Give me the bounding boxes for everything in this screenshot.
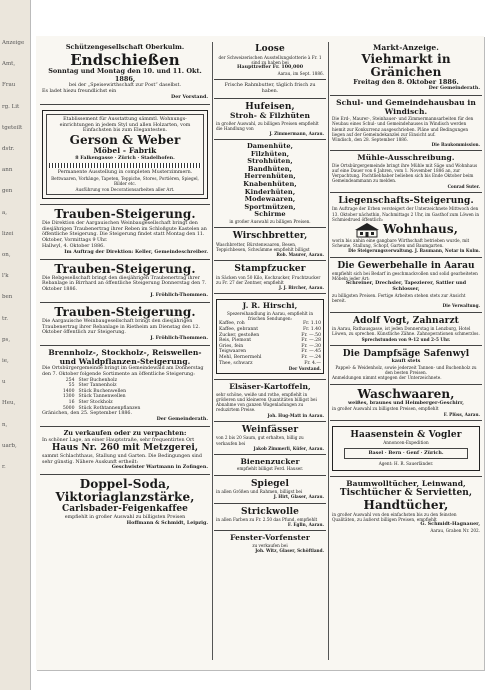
newspaper-page [36, 36, 484, 670]
ad-text: Frische Rahmbutter, täglich frisch zu haben. [224, 82, 316, 94]
ad-signature: J. Fröhlich-Thommen. [150, 292, 208, 299]
ad-muehle [330, 152, 482, 193]
ad-text: Spezereihandlung in Aarau, empfiehlt in frischen Sendungen: [226, 310, 314, 322]
margin-text: tgeteilt [2, 124, 23, 131]
ad-date: Gränichen, den 25. September 1886. [42, 411, 133, 417]
ad-title: Spiegel [250, 478, 290, 489]
list-item: Schirme [254, 210, 286, 219]
item-cell: Stück Rothtannenpflanzen [78, 405, 141, 411]
column-rule [212, 42, 213, 660]
ad-text: In schöner Lage, an einer Hauptstraße, sehr frequentirten Ort [42, 437, 195, 443]
ad-text: Pappel- & Weidenholz, sowie jederzeit Tannen- und Buchenholz zu den besten Preisen. [335, 365, 477, 376]
ad-text: in großer Auswahl von den einfachsten bis zu den feinsten Qualitäten, zu äußerst billigen Preisen, empfiehlt [332, 511, 457, 522]
ad-title: Bienenzucker [240, 456, 300, 466]
margin-text: n, [2, 421, 8, 428]
column-right [330, 42, 482, 660]
price-cell: Fr. 1.10 [302, 321, 321, 327]
ad-title: Mühle-Ausschreibung. [357, 153, 455, 163]
ad-title: Fenster-Vorfenster [230, 533, 310, 543]
ad-baumwolltuecher [330, 478, 482, 536]
ad-signature: Der Gemeinderath. [156, 415, 208, 422]
margin-text: l'k [2, 273, 9, 280]
list-item: Filzhüten, [250, 149, 290, 158]
ad-headline: Haus Nr. 260 mit Metzgerei, [51, 443, 199, 454]
item-cell: Kaffee, roh [219, 321, 245, 327]
ad-text: Die Direktion der Aargauischen Weinbaugesellschaft bringt den diesjährigen Traubenertrag ihrer Reben im Schloßgute Kastelen an öffentliche Steigerung. Die Steigerung findet statt Montag den 11. Oktober, Vormittags 9 Uhr. [42, 220, 207, 244]
ad-title: Brennholz-, Stockholz-, Reiswellen- und Waldpflanzen-Steigerung. [48, 348, 202, 366]
quantity-cell: 1400 [62, 388, 75, 394]
margin-text: Amt, [2, 61, 16, 68]
margin-text: lizei [2, 230, 14, 237]
ad-title: Stampfzucker [234, 264, 306, 275]
ad-signature: F. Plüss, Aarau. [443, 411, 480, 417]
ad-title: Zu verkaufen oder zu verpachten: [63, 428, 187, 437]
ad-text: Sprechstunden von 9–12 und 2–5 Uhr. [361, 336, 451, 342]
margin-text: rg. Lit [2, 103, 20, 110]
item-cell: Gries, fein [219, 343, 244, 349]
ad-title: Strickwolle [241, 506, 299, 517]
ad-title: Waschwaaren, [357, 386, 455, 401]
ad-headline: Haupttreffer Fr. 100,000 [236, 63, 304, 70]
ad-lose [214, 42, 326, 80]
price-cell: Fr. 1.40 [302, 326, 321, 332]
margin-text: r. [2, 464, 6, 471]
ad-text: sammt Schlachthaus, Stallung und Garten. Die Bedingungen sind sehr günstig. Nähere Auskunft ertheilt: [42, 453, 202, 465]
quantity-cell: 5000 [62, 405, 75, 411]
ad-title: Baumwolltücher, Leinwand, [346, 478, 466, 488]
column-rule [328, 42, 329, 660]
item-cell: Stück Tannenwellen [78, 394, 126, 400]
list-item: Modewaaren, [244, 195, 296, 204]
ad-headline: Doppel-Soda, [79, 477, 171, 492]
ad-dampfsaege [330, 347, 482, 385]
company-address: 8 Falkengasse · Zürich · Stadelhofen. [75, 154, 175, 161]
ad-title: Elsäser-Kartoffeln, [229, 382, 311, 392]
price-cell: Fr. 4.— [304, 360, 321, 366]
ad-signature: Der Vorstand. [171, 93, 208, 100]
ad-wirschbretter [214, 229, 326, 261]
ad-frische [214, 81, 326, 99]
ad-headline: Stroh- & Filzhüten [229, 111, 311, 120]
company-name: J. R. Hirschi, [242, 301, 298, 311]
margin-text: tr. [2, 315, 8, 322]
ad-signature: Conrad Suter. [447, 183, 480, 189]
quantity-cell: 16 [68, 400, 75, 405]
company-address: Aarau, Graben Nr. 202. [430, 527, 480, 533]
ad-hirschi [214, 295, 326, 380]
list-item: Strohhüten, [247, 157, 293, 166]
ad-signature: Die Steigerungsverwaltung. J. Baumann, Notar in Kulm. [348, 248, 480, 254]
ad-signature: Geschwister Wartmann in Zofingen. [111, 464, 208, 471]
price-cell: Fr. —.28 [301, 338, 321, 344]
margin-text: on, [2, 252, 11, 259]
ad-markt [330, 42, 482, 96]
ad-title: Trauben-Steigerung. [54, 261, 196, 276]
ad-text: Im Auftrage der Erben versteigert der Unterzeichnete Mittwoch den 13. Oktober nächsthin, Nachmittags 2 Uhr, im Gasthof zum Löwen in Schmiedrued öffentlich: [332, 206, 480, 222]
ad-text: Die Rebgesellschaft bringt den diesjährigen Traubenertrag ihrer Rebanlage in Birrhard an öffentliche Steigerung Donnerstag den 7. Oktober 1886. [42, 275, 207, 293]
ad-signature: Die Baukommission. [431, 142, 480, 148]
margin-text: ben [2, 294, 13, 301]
item-cell: Ster Tannenholz [78, 383, 117, 389]
ad-signature: Der Gemeinderath. [428, 85, 480, 92]
ad-hufeisen [214, 100, 326, 141]
ad-title: Weinfässer [241, 424, 299, 435]
ad-title: Markt-Anzeige. [372, 43, 440, 52]
ad-text: empfiehlt sich bei Bedarf in geschmackvollen und solid gearbeiteten Möbeln jeder Art: [332, 271, 478, 282]
ad-text: Die Ortsbürgergemeinde bringt ihre Mühle mit Säge und Wohnhaus auf eine Dauer von 6 Jahren, vom 1. November 1886 an, zur Verpachtung. Pachtliebhaber belieben sich bis Ende Oktober beim Gemeindeammann zu melden. [332, 162, 478, 184]
ad-title: Loose [255, 44, 285, 54]
ad-headline: Carlsbader-Feigenkaffee [61, 504, 188, 515]
ad-text: Die Erd-, Maurer-, Steinhauer- und Zimmermannsarbeiten für den Neubau eines Schul- und Gemeindehauses in Windisch werden hiemit zur Konkurrenz ausgeschrieben. Pläne und Bedingungen liegen auf der Gemeindekanzlei zur Einsicht auf. [332, 116, 474, 137]
ad-date: Hallwyl, 4. Oktober 1886. [42, 244, 105, 250]
ad-text: bei der „Speisewirthschaft zur Post“ daselbst. [69, 83, 181, 89]
ad-text: zu billigsten Preisen. Fertige Arbeiten stehen stets zur Ansicht bereit. [332, 293, 466, 304]
item-cell: Mehl, Bernermehl [219, 354, 262, 360]
margin-text: uarb, [2, 442, 17, 449]
ad-strickwolle [214, 505, 326, 532]
ad-trauben-1 [40, 206, 210, 260]
company-address: Basel · Bern · Genf · Zürich. [344, 448, 468, 460]
ad-text: Die Ortsbürgergemeinde bringt im Gemeindewald am Donnerstag den 7. Oktober folgende Sortimente an öffentliche Steigerung: [42, 366, 204, 377]
ad-text: in Säcken von 50 Kilo, Kochzucker, Fruchtzucker zu Fr. 27 der Zentner, empfiehlt [216, 274, 321, 286]
ad-text: in großer Auswahl zu billigen Preisen. [229, 219, 311, 225]
margin-text: Heu, [2, 400, 16, 407]
margin-text: ps, [2, 336, 11, 343]
ad-elsaesser [214, 381, 326, 422]
item-cell: Stück Buchenwellen [78, 388, 127, 394]
ad-bienenzucker [214, 456, 326, 476]
ad-text: Etablissement für Ausstattung sämmtl. Wohnungs-einrichtungen in jedem Styl und allen Holzarten, vom Einfachsten bis zum Elegantesten. [59, 116, 191, 134]
ad-text: in allen Größen und Rahmen, billigst bei [216, 489, 303, 495]
ad-headline: Schreiner, Drechsler, Tapezierer, Sattler und Schlosser, [345, 280, 467, 293]
margin-text: Anzeige [2, 40, 25, 46]
ad-signature: Rob. Maurer, Aarau. [276, 252, 324, 258]
ad-text: der Schweizerischen Ausstellungslotterie à Fr. 1 sind zu haben bei [218, 54, 322, 65]
item-cell: Kaffee, gebrannt [219, 326, 259, 332]
ad-text: sehr schöne, weiße und rothe, empfiehlt in größeren und kleineren Quantitäten billigst bei Abnahme von ganzen Wagenladungen zu reduzirtem Preise. [216, 391, 317, 413]
ad-signature: Aarau, im Sept. 1886. [277, 70, 324, 76]
ad-liegenschaft [330, 194, 482, 258]
ad-text: empfiehlt billigst Ferd. Hauser. [236, 466, 304, 472]
ad-title: Endschießen [70, 50, 180, 69]
ad-text: zu verkaufen bei [252, 542, 288, 548]
ad-signature: G. Schmidt-Hagnauer, [420, 520, 480, 527]
margin-text: u [2, 379, 6, 386]
ad-headline: Tischtücher & Servietten, [339, 488, 473, 499]
ad-signature: Jakob Zimmerli, Küfer, Aarau. [253, 445, 324, 451]
price-cell: Fr. —.30 [301, 343, 321, 349]
ad-title: Trauben-Steigerung. [54, 304, 196, 319]
column-left [40, 42, 210, 660]
ad-text: in Aarau, Rathausgasse, ist jeden Donnerstag in Lenzburg, Hotel Löwen, zu sprechen. Künstliche Zähne. Zahnoperationen schmerzlos. [332, 326, 480, 337]
ad-headline: Wohnhaus, [382, 222, 458, 237]
ad-headline: Viehmarkt in Gränichen [361, 51, 451, 79]
ad-text: in großer Auswahl zu billigsten Preisen, empfiehlt [332, 406, 439, 412]
company-trade: Annoncen-Expedition [383, 440, 429, 446]
ad-text: in großer Auswahl, zu billigen Preisen empfiehlt die Handlung von [216, 120, 319, 131]
ad-text: Permanente Ausstellung in completen Musterzimmern. [57, 170, 193, 176]
ad-headline: Viktoriaglanzstärke, [55, 490, 195, 505]
ad-title: Hufeisen, [245, 101, 295, 112]
ad-brennholz [40, 347, 210, 427]
ad-signature: Hoffmann & Schmidt, Leipzig. [126, 519, 208, 526]
ad-title: Die Dampfsäge Safenwyl [342, 348, 470, 359]
ad-signature: J. Hirt, Glaser, Aarau. [273, 494, 324, 500]
margin-text: dstr. [2, 146, 15, 153]
ad-signature: Joh. Witz, Glaser, Schöftland. [255, 548, 324, 554]
list-item: Damenhüte, [246, 142, 294, 151]
house-icon [354, 222, 380, 238]
ad-signature: J. Fröhlich-Thommen. [150, 335, 208, 342]
column-middle [214, 42, 326, 660]
ad-signature: J. Zimmermann, Aarau. [269, 130, 324, 136]
ad-text: empfiehlt in großer Auswahl zu billigsten Preisen [64, 514, 186, 520]
margin-text: Frau [2, 82, 16, 89]
ad-headline: Adolf Vogt, Zahnarzt [353, 315, 459, 326]
company-trade: Möbel - Fabrik [93, 146, 157, 156]
quantity-cell: 254 [65, 377, 75, 383]
ad-text: worin bis anhin eine gangbare Wirthschaft betrieben wurde, mit Scheune, Stallung, Schopf, Garten und Baumgarten. [332, 237, 470, 249]
list-item: Knabenhüten, [243, 180, 297, 189]
margin-text: gen [2, 188, 13, 195]
ad-signature: F. Eglin, Aarau. [287, 522, 324, 528]
ad-headline: kauft stets [391, 358, 421, 365]
ad-gerson-weber [40, 106, 210, 205]
wood-table [42, 378, 208, 412]
ad-spiegel [214, 477, 326, 504]
ad-text: von 2 bis 20 Saum, gut erhalten, billig zu verkaufen bei [216, 435, 304, 446]
item-cell: Ster Buchenholz [78, 377, 118, 383]
list-item: Herrenhüten, [244, 172, 296, 181]
ad-fenster [214, 532, 326, 556]
ad-text: Bettwaaren, Vorhänge, Tapeten, Teppiche, Stores, Portièren, Spiegel, Bilder etc. [51, 176, 199, 187]
item-cell: Thee, schwarz [219, 360, 253, 366]
list-item: Sportmützen, [244, 202, 296, 211]
ad-date: Windisch, den 28. September 1886. [332, 136, 408, 142]
quantity-cell: 1300 [62, 394, 75, 400]
ad-header: Schützengesellschaft Oberkulm. [65, 43, 185, 51]
ad-text: Es ladet hiezu freundlichst ein [42, 89, 117, 95]
ad-title: Schul- und Gemeindehausbau in Windisch. [336, 98, 476, 116]
ad-doppel-soda [40, 476, 210, 529]
ad-signature: Im Auftrag der Direktion: Keller, Gemeindeschreiber. [64, 248, 208, 255]
ad-gewerbehalle [330, 259, 482, 313]
left-margin-strip [0, 0, 31, 690]
ad-vogt [330, 314, 482, 346]
ad-text: Ausführung von Decorationsarbeiten aller Art. [75, 186, 175, 192]
ad-trauben-3 [40, 304, 210, 346]
list-item: Bandhüten, [247, 164, 293, 173]
ad-signature: Die Verwaltung. [442, 303, 480, 309]
margin-text: ann [2, 167, 13, 174]
ad-text: Agent: H. R. Sauerländer. [378, 461, 434, 467]
ad-signature: J. J. Bircher, Aarau. [279, 285, 324, 291]
ad-title: Liegenschafts-Steigerung. [338, 195, 474, 206]
ad-schuetzen [40, 42, 210, 105]
ad-title: Wirschbretter, [232, 231, 308, 242]
ad-trauben-2 [40, 261, 210, 303]
item-cell: Teigwaaren [219, 349, 247, 355]
price-table [219, 321, 321, 366]
item-cell: Ster Stockholz [78, 400, 113, 405]
company-name: Haasenstein & Vogler [350, 429, 462, 440]
ad-text: Anmeldungen nimmt entgegen der Unterzeichnete. [332, 375, 442, 381]
margin-text: ie, [2, 358, 9, 365]
ad-title: Die Gewerbehalle in Aarau [337, 260, 475, 271]
quantity-cell: 55 [68, 383, 75, 389]
ad-haasenstein [330, 422, 482, 477]
item-cell: Reis, Piemont [219, 338, 252, 344]
list-item: Kinderhüten, [244, 187, 296, 196]
ad-verkaufen [40, 428, 210, 475]
price-cell: Fr. —.50 [301, 332, 321, 338]
ad-text: in allen Farben zu Fr. 2.50 das Pfund, empfiehlt [216, 517, 318, 523]
ad-headline: Handtücher, [363, 497, 449, 512]
ad-date: Sonntag und Montag den 10. und 11. Okt. 1886, [48, 66, 202, 83]
ad-headline: weißes, braunes und Heimberger-Geschirr, [348, 399, 464, 406]
ad-date: Freitag den 8. Oktober 1886. [353, 77, 459, 86]
ad-signature: Joh. Hug-Matt in Aarau. [267, 412, 324, 418]
price-cell: Fr. —.45 [301, 349, 321, 355]
ad-waschwaaren [330, 386, 482, 421]
ad-hats-list [214, 141, 326, 228]
ad-text: Waschbretter, Bürstenwaaren, Besen, Teppichbesen, Schwämme empfiehlt billigst [216, 241, 310, 252]
ad-schulhaus [330, 97, 482, 151]
ad-text: Die Aargauische Weinbaugesellschaft bringt den diesjährigen Traubenertrag ihrer Rebanlage in Rietheim am Dienstag den 12. Oktober öffentlich zur Steigerung. [42, 318, 200, 336]
margin-text: a, [2, 209, 8, 216]
price-cell: Fr. —.24 [301, 354, 321, 360]
ad-signature: Der Vorstand. [288, 366, 321, 372]
item-cell: Zucker, gestoßen [219, 332, 260, 338]
ad-weinfaesser [214, 423, 326, 455]
company-name: Gerson & Weber [69, 133, 181, 148]
ad-stampfzucker [214, 262, 326, 294]
ad-title: Trauben-Steigerung. [54, 206, 196, 221]
